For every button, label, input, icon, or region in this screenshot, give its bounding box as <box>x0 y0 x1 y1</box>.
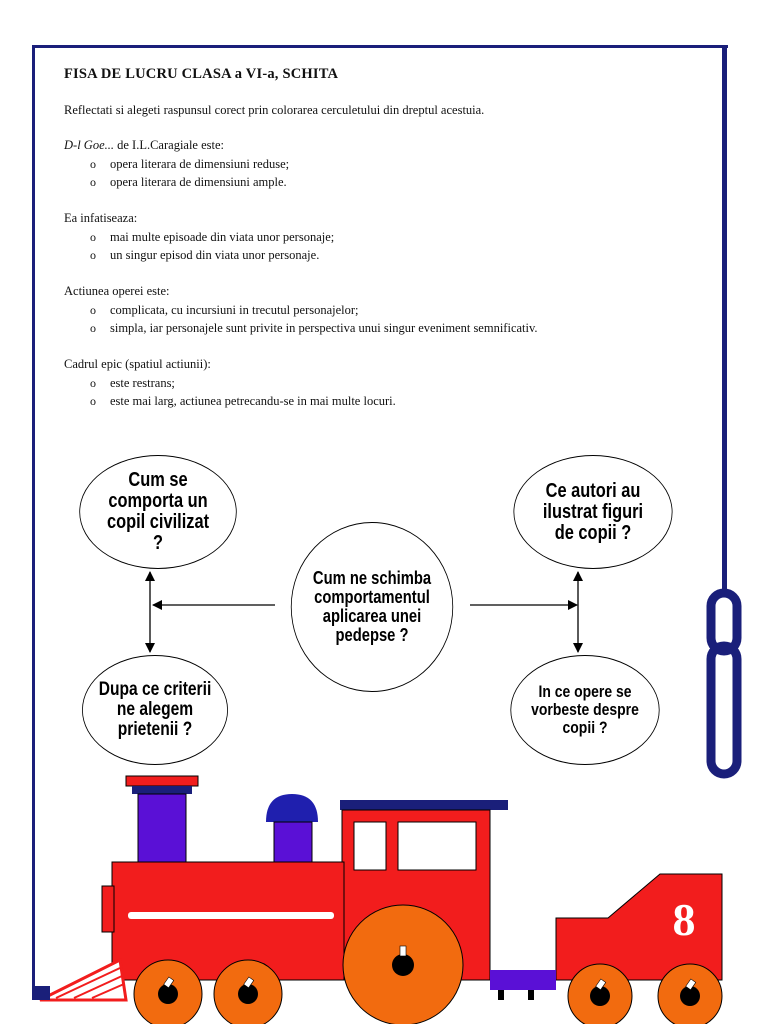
train-chimney <box>138 794 186 862</box>
answer-option[interactable]: o mai multe episoade din viata unor personaje; <box>90 230 335 244</box>
answer-circle-icon[interactable]: o <box>90 230 96 244</box>
answer-option[interactable]: o este restrans; <box>90 376 175 390</box>
answer-circle-icon[interactable]: o <box>90 321 96 335</box>
train-chimney-cap <box>126 776 198 786</box>
question-prompt: Cadrul epic (spatiul actiunii): <box>64 357 211 371</box>
answer-circle-icon[interactable]: o <box>90 175 96 189</box>
answer-circle-icon[interactable]: o <box>90 157 96 171</box>
train-wheel <box>658 964 722 1024</box>
train-number: 8 <box>672 894 696 945</box>
answer-option[interactable]: o opera literara de dimensiuni ample. <box>90 175 287 189</box>
answer-circle-icon[interactable]: o <box>90 376 96 390</box>
answer-option[interactable]: o simpla, iar personajele sunt privite in perspectiva unui singur eveniment semnificativ. <box>90 321 538 335</box>
train-wheel <box>568 964 632 1024</box>
question-prompt: Actiunea operei este: <box>64 284 170 298</box>
question-prompt: Ea infatiseaza: <box>64 211 138 225</box>
train-window <box>354 822 386 870</box>
answer-option[interactable]: o complicata, cu incursiuni in trecutul personajelor; <box>90 303 359 317</box>
answer-circle-icon[interactable]: o <box>90 248 96 262</box>
answer-option[interactable]: o opera literara de dimensiuni reduse; <box>90 157 290 171</box>
chain-icon <box>711 593 737 774</box>
worksheet-title: FISA DE LUCRU CLASA a VI-a, SCHITA <box>64 66 339 82</box>
train-boiler <box>112 862 344 980</box>
train-wheel <box>214 960 282 1024</box>
bubble-bottom-left: Dupa ce criterii ne alegem prietenii ? <box>82 655 228 765</box>
answer-circle-icon[interactable]: o <box>90 394 96 408</box>
train-roof <box>340 800 508 810</box>
answer-option[interactable]: o este mai larg, actiunea petrecandu-se in mai multe locuri. <box>90 394 396 408</box>
bubble-center: Cum ne schimba comportamentul aplicarea unei pedepse ? <box>291 522 453 692</box>
bubble-bottom-right: In ce opere se vorbeste despre copii ? <box>510 655 659 765</box>
answer-option[interactable]: o un singur episod din viata unor personaje. <box>90 248 320 262</box>
answer-circle-icon[interactable]: o <box>90 303 96 317</box>
question-prompt: D-l Goe... de I.L.Caragiale este: <box>64 138 225 152</box>
train-window <box>398 822 476 870</box>
train-boiler-stripe <box>128 912 334 919</box>
train-illustration <box>34 776 722 1024</box>
work-title: D-l Goe... <box>64 138 114 152</box>
bubble-top-left: Cum se comporta un copil civilizat ? <box>79 455 236 569</box>
train-dome <box>266 794 318 822</box>
train-wheel <box>134 960 202 1024</box>
bubble-top-right: Ce autori au ilustrat figuri de copii ? <box>513 455 672 569</box>
worksheet-instruction: Reflectati si alegeti raspunsul corect prin colorarea cerculetului din dreptul acestuia. <box>64 103 485 117</box>
train-tender <box>556 874 722 980</box>
